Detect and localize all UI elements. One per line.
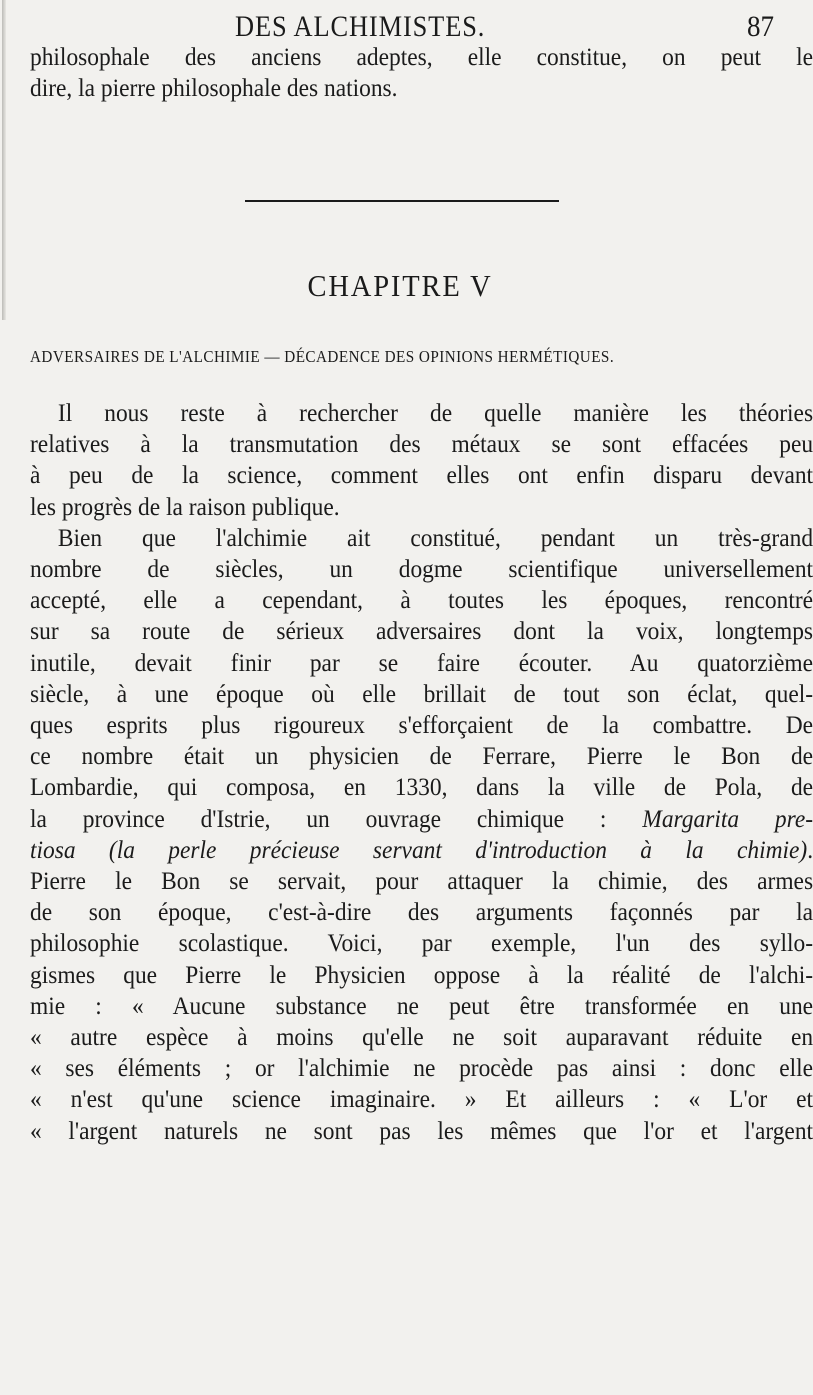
- section-rule: [245, 200, 559, 202]
- chapter-body: [30, 398, 813, 1147]
- chapter-subtitle: ADVERSAIRES DE L'ALCHIMIE — DÉCADENCE DES OPINIONS HERMÉTIQUES.: [30, 347, 615, 366]
- text-line: « autre espèce à moins qu'elle ne soit auparavant réduite en: [30, 1024, 813, 1052]
- text-line: sur sa route de sérieux adversaires dont la voix, longtemps: [30, 618, 813, 646]
- text-line: dire, la pierre philosophale des nations.: [30, 75, 398, 103]
- text-line: Lombardie, qui composa, en 1330, dans la ville de Pola, de: [30, 774, 813, 802]
- text-line: « ses éléments ; or l'alchimie ne procède pas ainsi : donc elle: [30, 1055, 813, 1083]
- text-run: la province d'Istrie, un ouvrage chimique :: [30, 805, 643, 833]
- book-title-italic: Margarita pre-: [642, 805, 813, 833]
- page-number: 87: [747, 10, 774, 43]
- text-line: siècle, à une époque où elle brillait de tout son éclat, quel-: [30, 680, 813, 708]
- text-line: Bien que l'alchimie ait constitué, pendant un très-grand: [57, 524, 813, 552]
- text-line: « l'argent naturels ne sont pas les mêmes que l'or et l'argent: [30, 1117, 813, 1145]
- text-line: à peu de la science, comment elles ont enfin disparu devant: [30, 462, 813, 490]
- text-line: Pierre le Bon se servait, pour attaquer la chimie, des armes: [30, 868, 813, 896]
- text-line: ques esprits plus rigoureux s'efforçaient de la combattre. De: [30, 712, 813, 740]
- text-line: philosophale des anciens adeptes, elle constitue, on peut le: [30, 44, 813, 71]
- carry-over-paragraph: [30, 42, 813, 104]
- text-line: [30, 835, 813, 866]
- text-line: les progrès de la raison publique.: [30, 493, 340, 521]
- text-line: philosophie scolastique. Voici, par exemple, l'un des syllo-: [30, 930, 813, 958]
- text-run: .: [807, 836, 813, 864]
- chapter-title: CHAPITRE V: [307, 268, 493, 303]
- text-line: ce nombre était un physicien de Ferrare, Pierre le Bon de: [30, 743, 813, 771]
- text-line: gismes que Pierre le Physicien oppose à la réalité de l'alchi-: [30, 961, 813, 989]
- text-line: de son époque, c'est-à-dire des arguments façonnés par la: [30, 899, 813, 927]
- text-line: nombre de siècles, un dogme scientifique universellement: [30, 556, 813, 584]
- text-line: relatives à la transmutation des métaux se sont effacées peu: [30, 431, 813, 459]
- text-line: accepté, elle a cependant, à toutes les époques, rencontré: [30, 587, 813, 615]
- running-title: DES ALCHIMISTES.: [235, 10, 486, 43]
- text-line: inutile, devait finir par se faire écouter. Au quatorzième: [30, 649, 813, 677]
- text-line: mie : « Aucune substance ne peut être transformée en une: [30, 992, 813, 1020]
- text-line: « n'est qu'une science imaginaire. » Et ailleurs : « L'or et: [30, 1086, 813, 1114]
- book-title-italic: tiosa (la perle précieuse servant d'introduction à la chimie): [30, 836, 808, 864]
- text-line: [30, 804, 813, 835]
- text-line: Il nous reste à rechercher de quelle manière les théories: [57, 400, 813, 427]
